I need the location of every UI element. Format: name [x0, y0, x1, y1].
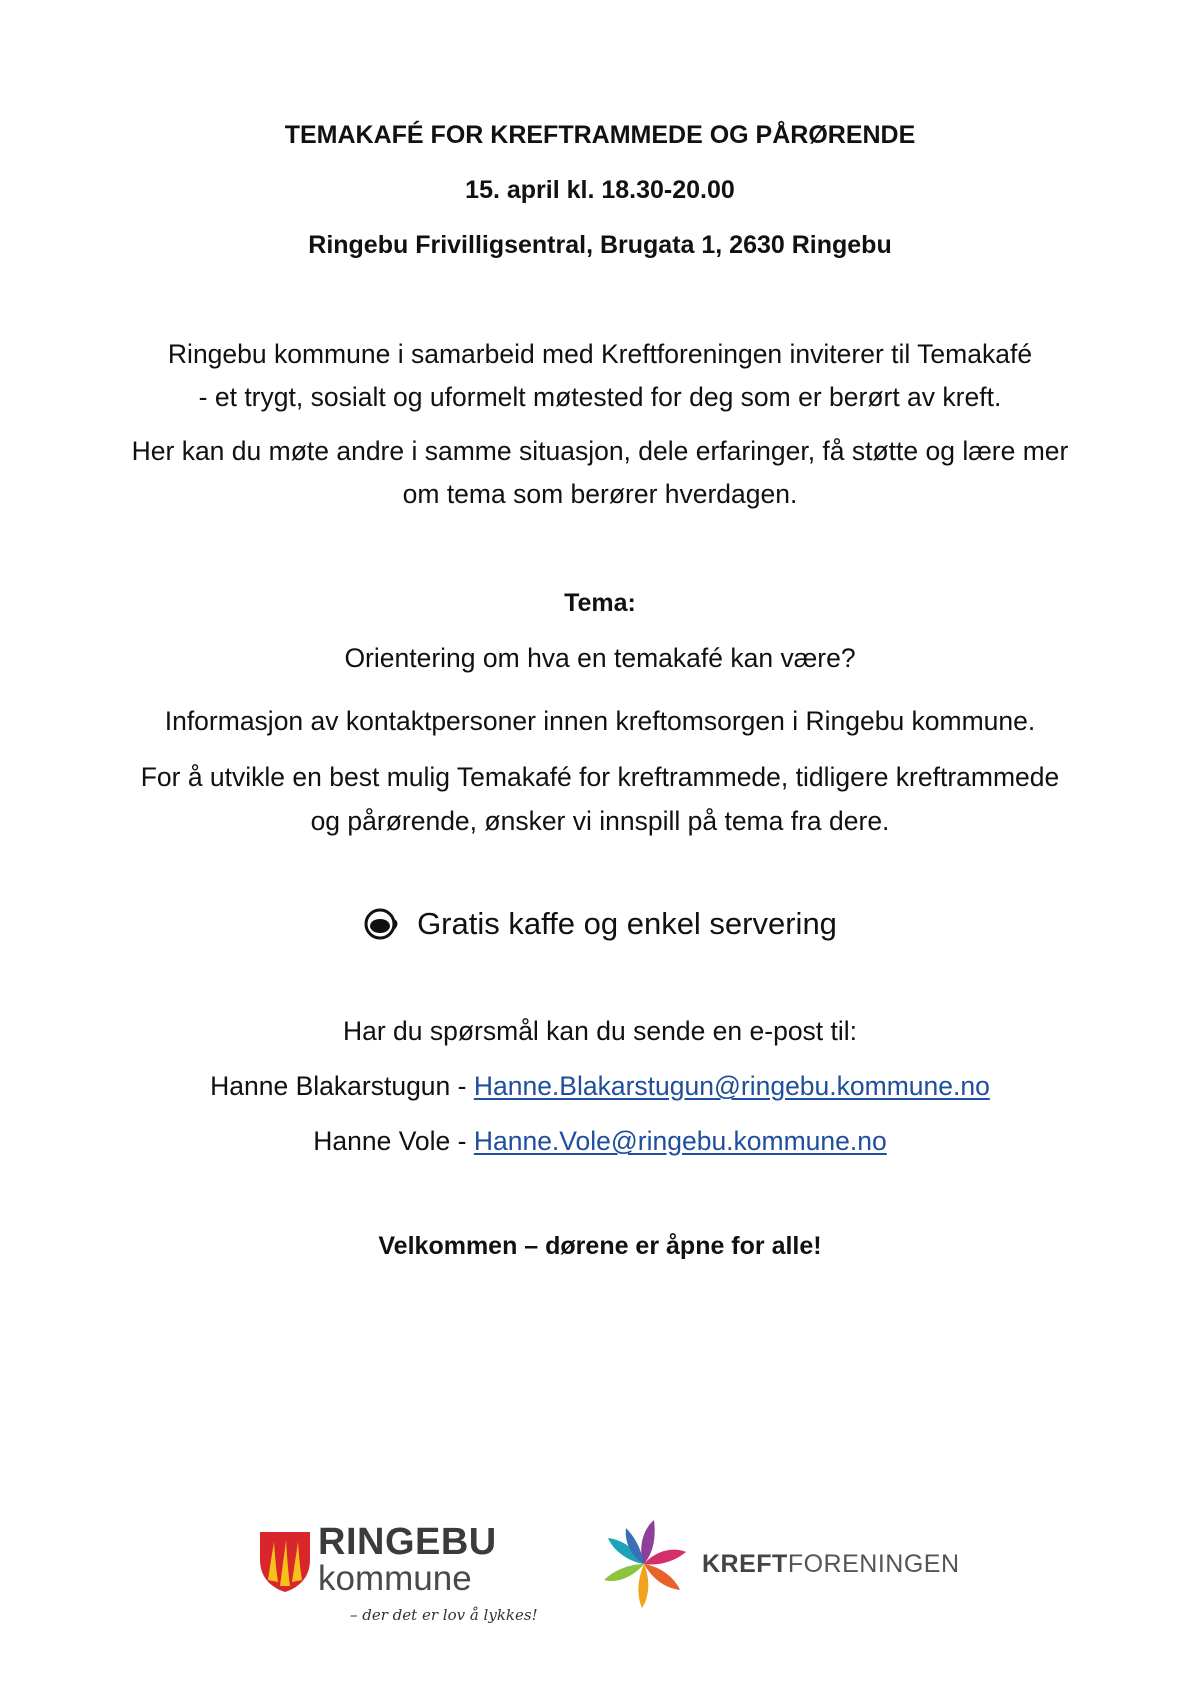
intro-line-2: - et trygt, sosialt og uformelt møtested for deg som er berørt av kreft.	[198, 382, 1002, 412]
coffee-text: Gratis kaffe og enkel servering	[417, 906, 837, 941]
coffee-line	[0, 904, 1200, 952]
intro-line-1: Ringebu kommune i samarbeid med Kreftforeningen inviterer til Temakafé	[167, 339, 1033, 369]
kreftforeningen-name-rest: FORENINGEN	[787, 1550, 960, 1578]
contact-name: Hanne Vole -	[313, 1126, 474, 1156]
contact-email-link[interactable]: Hanne.Vole@ringebu.kommune.no	[473, 1126, 887, 1156]
closing-message: Velkommen – dørene er åpne for alle!	[378, 1232, 822, 1260]
tema-item-3-line-2: og pårørende, ønsker vi innspill på tema fra dere.	[310, 806, 890, 836]
kreftforeningen-name-bold: KREFT	[702, 1550, 788, 1578]
ringebu-shield-icon	[258, 1530, 312, 1594]
tema-item-3-line-1: For å utvikle en best mulig Temakafé for kreftrammede, tidligere kreftrammede	[140, 762, 1060, 792]
tema-heading: Tema:	[564, 589, 636, 617]
coffee-cup-icon	[363, 904, 403, 944]
ringebu-logo-sub: kommune	[318, 1559, 472, 1598]
kreftforeningen-flower-icon	[596, 1516, 692, 1612]
contact-row	[0, 1126, 1200, 1157]
kreftforeningen-logo-name	[702, 1550, 960, 1579]
event-location: Ringebu Frivilligsentral, Brugata 1, 2630 Ringebu	[308, 231, 892, 259]
ringebu-logo-name: RINGEBU	[318, 1521, 497, 1563]
contact-intro: Har du spørsmål kan du sende en e-post til:	[342, 1016, 858, 1046]
ringebu-kommune-logo	[258, 1521, 538, 1624]
intro-line-3: Her kan du møte andre i samme situasjon, dele erfaringer, få støtte og lære mer	[131, 436, 1069, 466]
ringebu-logo-tagline: – der det er lov å lykkes!	[350, 1606, 538, 1624]
tema-item-2: Informasjon av kontaktpersoner innen kreftomsorgen i Ringebu kommune.	[164, 706, 1036, 736]
event-title: TEMAKAFÉ FOR KREFTRAMMEDE OG PÅRØRENDE	[284, 121, 916, 149]
intro-line-4: om tema som berører hverdagen.	[402, 479, 798, 509]
event-date-time: 15. april kl. 18.30-20.00	[465, 176, 735, 204]
tema-item-1: Orientering om hva en temakafé kan være?	[344, 643, 856, 673]
contact-row	[0, 1071, 1200, 1102]
kreftforeningen-logo	[596, 1516, 960, 1616]
contact-name: Hanne Blakarstugun -	[210, 1071, 474, 1101]
contact-email-link[interactable]: Hanne.Blakarstugun@ringebu.kommune.no	[473, 1071, 990, 1101]
